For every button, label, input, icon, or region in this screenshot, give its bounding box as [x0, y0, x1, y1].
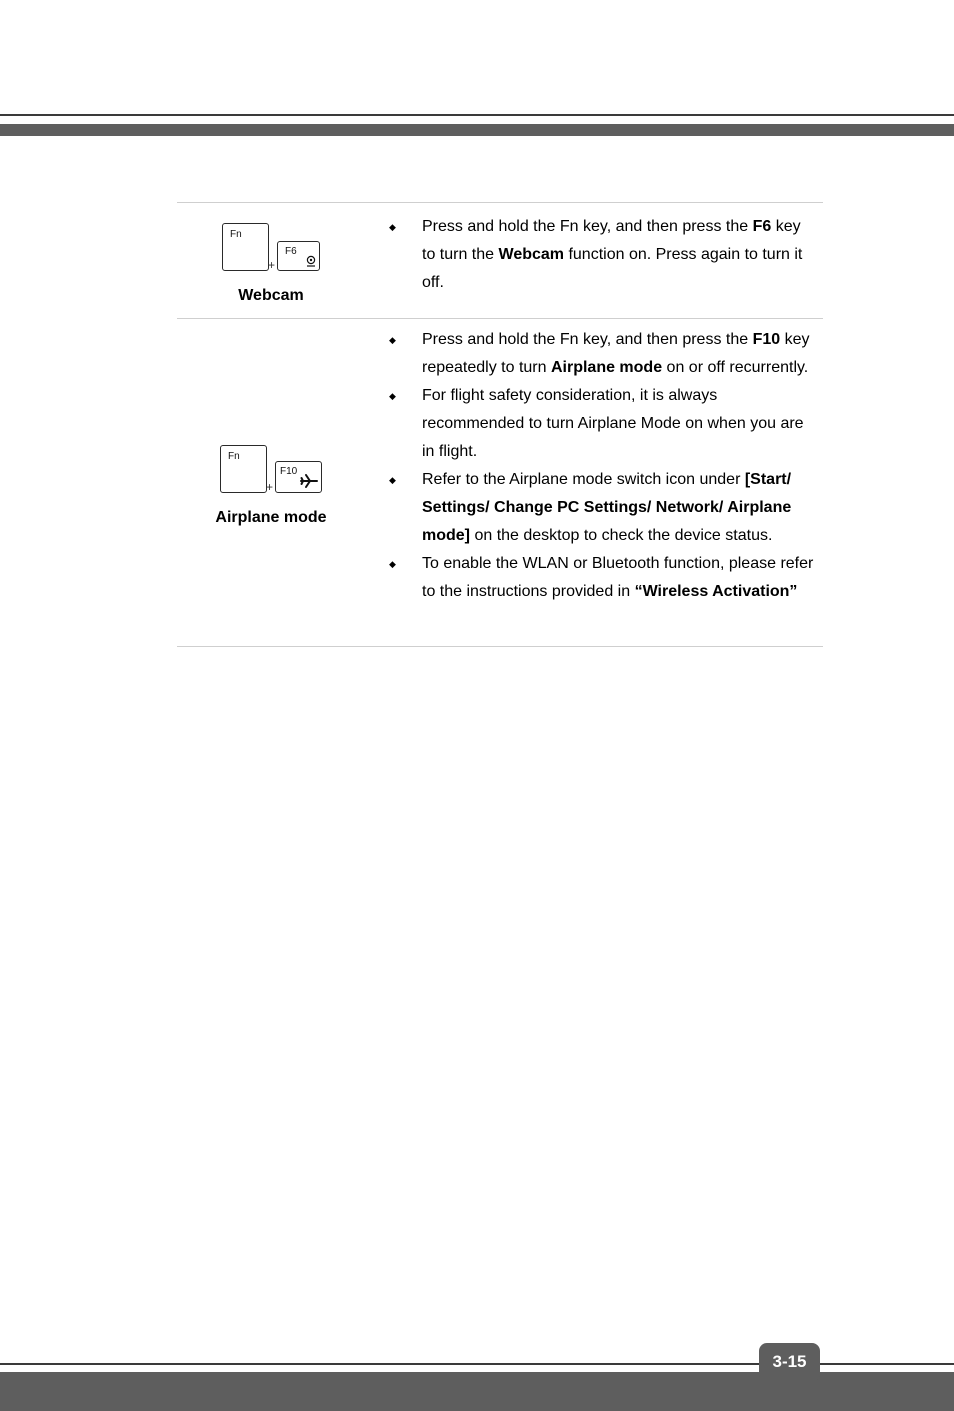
fn-key-label: Fn	[228, 451, 240, 462]
airplane-icon	[300, 473, 318, 489]
bold-text: “Wireless Activation”	[634, 583, 798, 600]
diamond-bullet-icon: ◆	[389, 335, 396, 345]
list-item	[389, 466, 814, 550]
f10-key-label: F10	[280, 466, 298, 477]
diamond-bullet-icon: ◆	[389, 559, 396, 569]
bullet-text: For flight safety consideration, it is always recommended to turn Airplane Mode on when you are in flight.	[422, 387, 804, 460]
bold-text: [Start/ Settings/ Change PC Settings/ Network/ Airplane mode]	[422, 471, 792, 544]
webcam-icon	[306, 255, 316, 267]
bold-text: Airplane mode	[550, 359, 663, 376]
f10-key	[275, 461, 322, 493]
fn-key	[222, 223, 269, 271]
bullet-text: key repeatedly to turn	[422, 331, 810, 376]
table-row	[177, 319, 823, 646]
list-item	[389, 213, 814, 297]
fn-key	[220, 445, 267, 493]
header-rule	[0, 114, 954, 116]
bold-text: Webcam	[498, 246, 565, 263]
bullet-text: key to turn the	[422, 218, 801, 263]
table-bottom-border	[177, 646, 823, 647]
bullet-text: on the desktop to check the device status.	[470, 527, 773, 544]
bullet-text: Press and hold the Fn key, and then press the	[422, 218, 753, 235]
table-row	[177, 203, 823, 318]
plus-icon: +	[268, 258, 276, 272]
f6-key	[277, 241, 320, 271]
bullet-text: on or off recurrently.	[662, 359, 809, 376]
bold-text: F6	[752, 218, 772, 235]
page-number: 3-15	[759, 1343, 820, 1382]
diamond-bullet-icon: ◆	[389, 391, 396, 401]
header-band	[0, 124, 954, 136]
diamond-bullet-icon: ◆	[389, 475, 396, 485]
list-item	[389, 326, 814, 382]
fn-key-label: Fn	[230, 229, 242, 240]
list-item	[389, 550, 814, 606]
f6-key-label: F6	[285, 246, 297, 257]
diamond-bullet-icon: ◆	[389, 222, 396, 232]
bullet-list	[389, 213, 814, 297]
plus-icon: +	[266, 480, 274, 494]
list-item	[389, 382, 814, 466]
bullet-text: Refer to the Airplane mode switch icon under	[422, 471, 745, 488]
row-caption: Airplane mode	[215, 509, 327, 526]
bullet-text: function on. Press again to turn it off.	[422, 246, 803, 291]
bullet-text: Press and hold the Fn key, and then press the	[422, 331, 753, 348]
bullet-list	[389, 326, 814, 606]
bold-text: F10	[752, 331, 781, 348]
bullet-text: To enable the WLAN or Bluetooth function, please refer to the instructions provided in	[422, 555, 814, 600]
row-caption: Webcam	[238, 287, 304, 304]
